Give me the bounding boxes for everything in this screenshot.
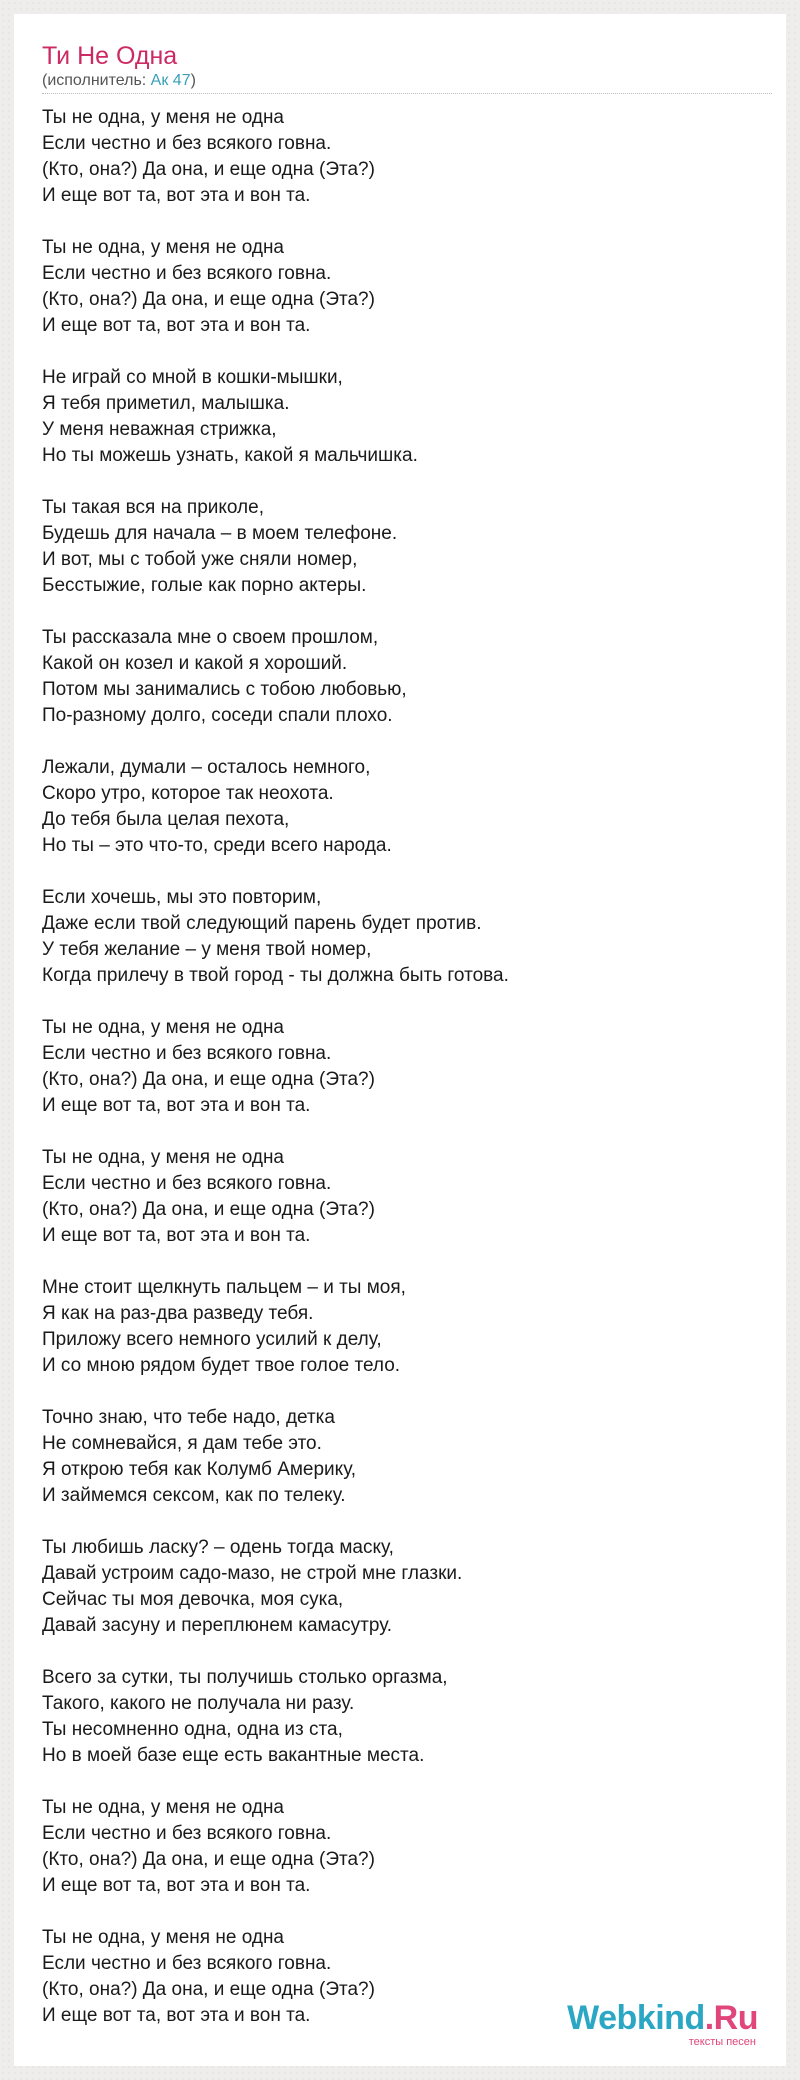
lyric-line: Ты не одна, у меня не одна <box>42 1927 284 1948</box>
lyric-line: Сейчас ты моя девочка, моя сука, <box>42 1589 344 1610</box>
lyric-line: И займемся сексом, как по телеку. <box>42 1485 346 1506</box>
lyric-line: Какой он козел и какой я хороший. <box>42 653 348 674</box>
lyric-line: Давай устроим садо-мазо, не строй мне глазки. <box>42 1563 463 1584</box>
title-divider <box>42 93 772 94</box>
lyric-line: И еще вот та, вот эта и вон та. <box>42 315 311 336</box>
lyric-line: (Кто, она?) Да она, и еще одна (Эта?) <box>42 1199 375 1220</box>
lyric-line: Ты не одна, у меня не одна <box>42 1797 284 1818</box>
lyric-line: И со мною рядом будет твое голое тело. <box>42 1355 401 1376</box>
lyric-line: Ты не одна, у меня не одна <box>42 237 284 258</box>
lyrics-stanza <box>42 755 762 859</box>
artist-prefix: (исполнитель: <box>42 72 151 89</box>
lyric-line: Ты несомненно одна, одна из ста, <box>42 1719 343 1740</box>
lyric-line: Потом мы занимались с тобою любовью, <box>42 679 407 700</box>
lyric-line: Но ты можешь узнать, какой я мальчишка. <box>42 445 418 466</box>
lyric-line: По-разному долго, соседи спали плохо. <box>42 705 393 726</box>
lyric-line: Я тебя приметил, малышка. <box>42 393 290 414</box>
lyric-line: Бесстыжие, голые как порно актеры. <box>42 575 367 596</box>
lyric-line: Ты не одна, у меня не одна <box>42 1147 284 1168</box>
lyric-line: Если честно и без всякого говна. <box>42 1953 332 1974</box>
lyric-line: Не играй со мной в кошки-мышки, <box>42 367 343 388</box>
song-title: Ти Не Одна <box>42 42 178 70</box>
lyric-line: (Кто, она?) Да она, и еще одна (Эта?) <box>42 159 375 180</box>
lyric-line: Когда прилечу в твой город - ты должна быть готова. <box>42 965 509 986</box>
lyric-line: Даже если твой следующий парень будет против. <box>42 913 482 934</box>
lyric-line: Такого, какого не получала ни разу. <box>42 1693 355 1714</box>
lyric-line: Но в моей базе еще есть вакантные места. <box>42 1745 425 1766</box>
lyric-line: И еще вот та, вот эта и вон та. <box>42 1225 311 1246</box>
artist-link[interactable]: Ак 47 <box>150 72 191 89</box>
lyric-line: (Кто, она?) Да она, и еще одна (Эта?) <box>42 289 375 310</box>
lyric-line: И еще вот та, вот эта и вон та. <box>42 1875 311 1896</box>
lyric-line: Давай засуну и переплюнем камасутру. <box>42 1615 393 1636</box>
lyric-line: Если честно и без всякого говна. <box>42 263 332 284</box>
lyric-line: Приложу всего немного усилий к делу, <box>42 1329 382 1350</box>
lyric-line: Если честно и без всякого говна. <box>42 1043 332 1064</box>
lyric-line: Но ты – это что-то, среди всего народа. <box>42 835 392 856</box>
lyric-line: И еще вот та, вот эта и вон та. <box>42 1095 311 1116</box>
artist-suffix: ) <box>190 72 196 89</box>
logo-brand: Webkind <box>567 1999 705 2037</box>
artist-line <box>42 71 196 91</box>
lyric-line: (Кто, она?) Да она, и еще одна (Эта?) <box>42 1069 375 1090</box>
logo-wordmark <box>558 2000 758 2036</box>
lyric-line: (Кто, она?) Да она, и еще одна (Эта?) <box>42 1979 375 2000</box>
site-logo[interactable] <box>558 2000 758 2048</box>
lyrics-card <box>14 14 786 2066</box>
lyric-line: Ты рассказала мне о своем прошлом, <box>42 627 379 648</box>
lyric-line: Если честно и без всякого говна. <box>42 133 332 154</box>
lyric-line: Ты такая вся на приколе, <box>42 497 264 518</box>
lyric-line: Если честно и без всякого говна. <box>42 1823 332 1844</box>
lyric-line: Я открою тебя как Колумб Америку, <box>42 1459 357 1480</box>
lyric-line: Ты не одна, у меня не одна <box>42 1017 284 1038</box>
lyrics-stanza <box>42 1535 762 1639</box>
lyric-line: Точно знаю, что тебе надо, детка <box>42 1407 335 1428</box>
lyric-line: Скоро утро, которое так неохота. <box>42 783 334 804</box>
lyrics-stanza <box>42 365 762 469</box>
lyric-line: И еще вот та, вот эта и вон та. <box>42 185 311 206</box>
lyric-line: Ты не одна, у меня не одна <box>42 107 284 128</box>
lyrics-stanza <box>42 235 762 339</box>
lyrics-stanza <box>42 625 762 729</box>
lyric-line: Не сомневайся, я дам тебе это. <box>42 1433 322 1454</box>
lyrics-body <box>42 105 762 2055</box>
lyric-line: Ты любишь ласку? – одень тогда маску, <box>42 1537 394 1558</box>
lyric-line: Мне стоит щелкнуть пальцем – и ты моя, <box>42 1277 406 1298</box>
lyrics-stanza <box>42 1665 762 1769</box>
logo-tld: .Ru <box>704 1999 758 2037</box>
lyric-line: (Кто, она?) Да она, и еще одна (Эта?) <box>42 1849 375 1870</box>
lyric-line: Я как на раз-два разведу тебя. <box>42 1303 314 1324</box>
lyrics-stanza <box>42 885 762 989</box>
lyric-line: У тебя желание – у меня твой номер, <box>42 939 372 960</box>
lyrics-stanza <box>42 1015 762 1119</box>
lyric-line: У меня неважная стрижка, <box>42 419 277 440</box>
lyric-line: До тебя была целая пехота, <box>42 809 290 830</box>
lyric-line: Если хочешь, мы это повторим, <box>42 887 322 908</box>
lyrics-stanza <box>42 1795 762 1899</box>
lyric-line: Всего за сутки, ты получишь столько оргазма, <box>42 1667 448 1688</box>
logo-tagline: тексты песен <box>688 2036 756 2048</box>
lyric-line: Лежали, думали – осталось немного, <box>42 757 371 778</box>
lyric-line: И вот, мы с тобой уже сняли номер, <box>42 549 358 570</box>
lyrics-stanza <box>42 495 762 599</box>
lyric-line: Будешь для начала – в моем телефоне. <box>42 523 398 544</box>
lyric-line: Если честно и без всякого говна. <box>42 1173 332 1194</box>
lyrics-stanza <box>42 1145 762 1249</box>
lyrics-stanza <box>42 1405 762 1509</box>
lyrics-stanza <box>42 105 762 209</box>
lyrics-stanza <box>42 1275 762 1379</box>
lyric-line: И еще вот та, вот эта и вон та. <box>42 2005 311 2026</box>
